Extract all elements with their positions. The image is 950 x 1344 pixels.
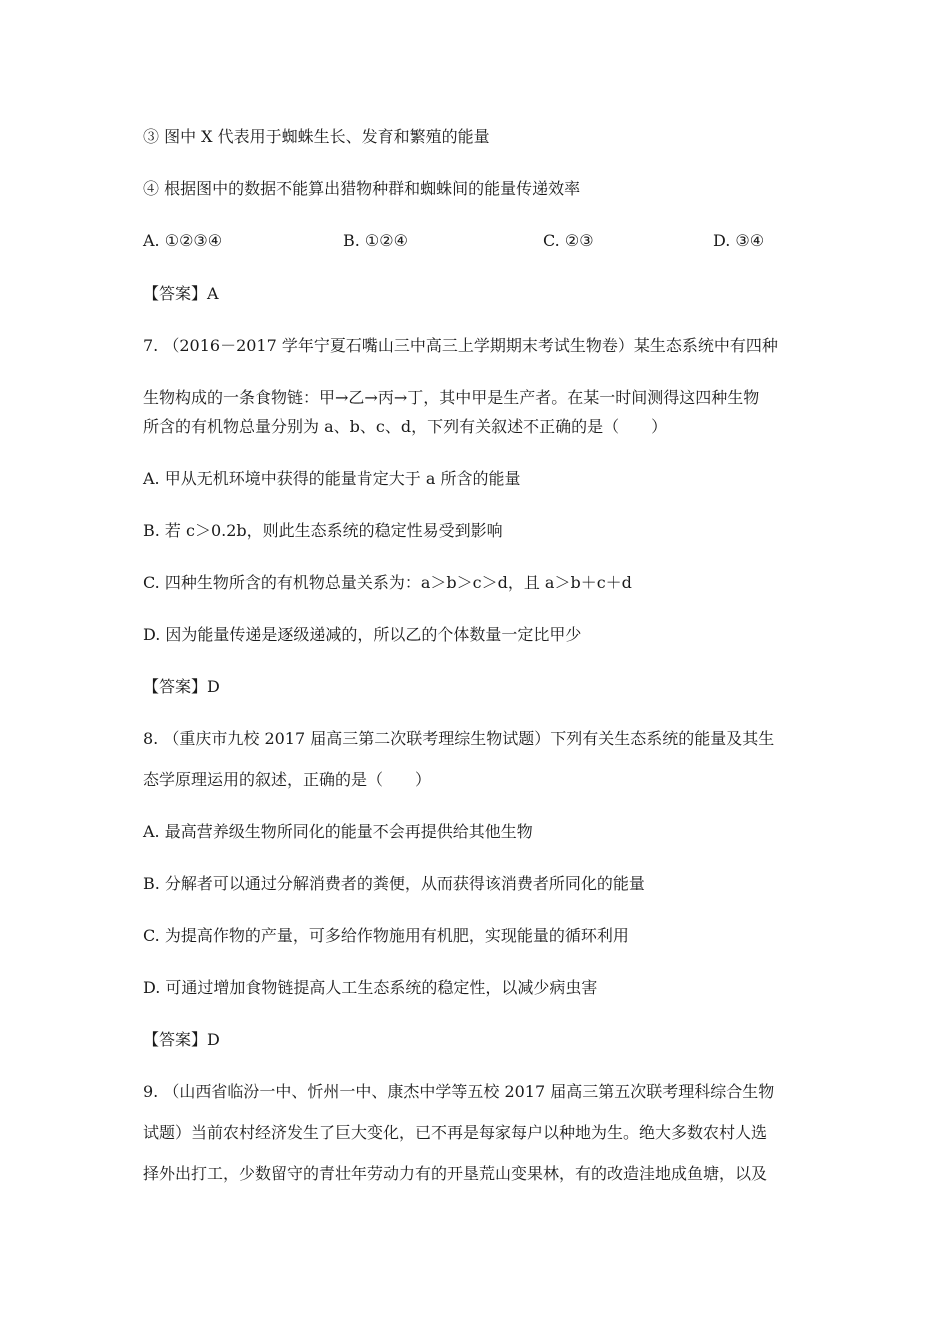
q7-answer: 【答案】D bbox=[143, 677, 220, 696]
q8-stem-line-1: 8. （重庆市九校 2017 届高三第二次联考理综生物试题）下列有关生态系统的能量及其生 bbox=[143, 729, 775, 748]
q6-option-a: A. ①②③④ bbox=[143, 231, 223, 250]
q9-stem-line-2: 试题）当前农村经济发生了巨大变化，已不再是每家每户以种地为生。绝大多数农村人选 bbox=[143, 1123, 768, 1142]
q8-option-c: C. 为提高作物的产量，可多给作物施用有机肥，实现能量的循环利用 bbox=[143, 926, 629, 945]
q7-option-a: A. 甲从无机环境中获得的能量肯定大于 a 所含的能量 bbox=[143, 469, 521, 488]
q7-option-c: C. 四种生物所含的有机物总量关系为：a＞b＞c＞d，且 a＞b＋c＋d bbox=[143, 573, 632, 592]
q6-statement-3: ③ 图中 X 代表用于蜘蛛生长、发育和繁殖的能量 bbox=[143, 127, 490, 146]
q6-statement-4: ④ 根据图中的数据不能算出猎物种群和蜘蛛间的能量传递效率 bbox=[143, 179, 581, 198]
q8-option-d: D. 可通过增加食物链提高人工生态系统的稳定性，以减少病虫害 bbox=[143, 978, 598, 997]
q6-answer: 【答案】A bbox=[143, 284, 219, 303]
q8-answer: 【答案】D bbox=[143, 1030, 220, 1049]
q6-option-b: B. ①②④ bbox=[343, 231, 408, 250]
q9-stem-line-3: 择外出打工，少数留守的青壮年劳动力有的开垦荒山变果林，有的改造洼地成鱼塘，以及 bbox=[143, 1164, 768, 1183]
q7-option-d: D. 因为能量传递是逐级递减的，所以乙的个体数量一定比甲少 bbox=[143, 625, 582, 644]
q8-option-b: B. 分解者可以通过分解消费者的粪便，从而获得该消费者所同化的能量 bbox=[143, 874, 645, 893]
q8-option-a: A. 最高营养级生物所同化的能量不会再提供给其他生物 bbox=[143, 822, 533, 841]
q9-stem-line-1: 9. （山西省临汾一中、忻州一中、康杰中学等五校 2017 届高三第五次联考理科综合生物 bbox=[143, 1082, 775, 1101]
q6-option-d: D. ③④ bbox=[713, 231, 765, 250]
q7-stem-line-2: 生物构成的一条食物链：甲→乙→丙→丁，其中甲是生产者。在某一时间测得这四种生物 bbox=[143, 388, 760, 407]
q7-stem-line-1: 7. （2016－2017 学年宁夏石嘴山三中高三上学期期末考试生物卷）某生态系统中有四种 bbox=[143, 336, 778, 355]
q6-option-c: C. ②③ bbox=[543, 231, 594, 250]
q7-stem-line-3: 所含的有机物总量分别为 a、b、c、d，下列有关叙述不正确的是（ ） bbox=[143, 417, 668, 436]
q8-stem-line-2: 态学原理运用的叙述，正确的是（ ） bbox=[143, 770, 432, 789]
q7-option-b: B. 若 c＞0.2b，则此生态系统的稳定性易受到影响 bbox=[143, 521, 503, 540]
